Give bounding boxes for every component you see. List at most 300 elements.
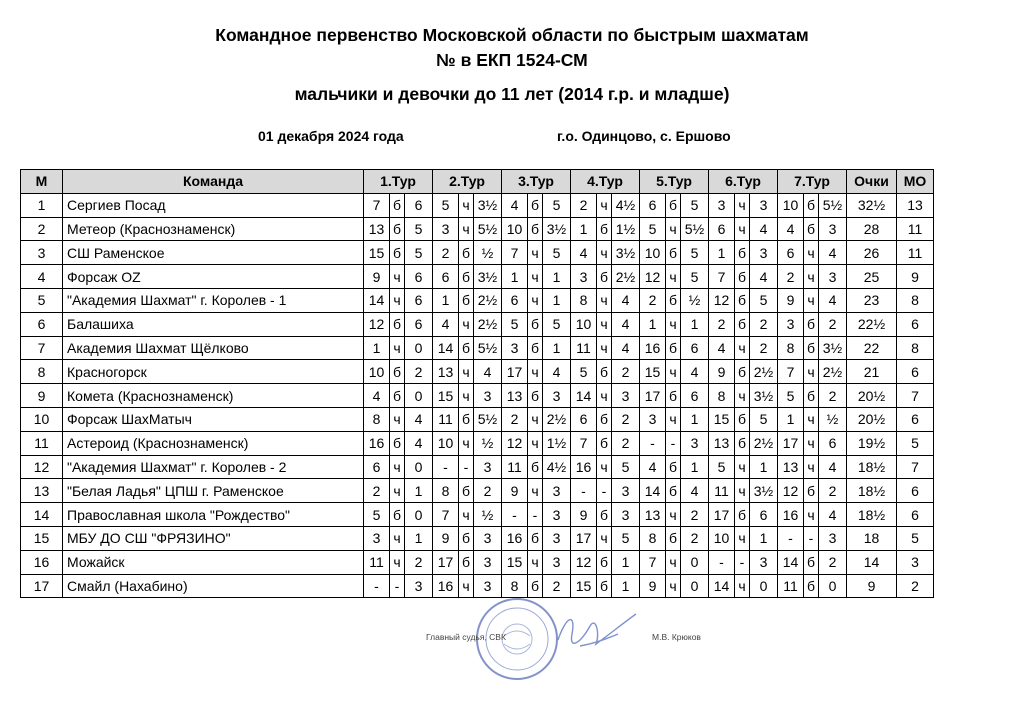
header-round-5: 5.Тур [640, 170, 709, 194]
color-cell: ч [528, 360, 543, 384]
opponent-cell: 5 [709, 455, 735, 479]
opponent-cell: 7 [433, 503, 459, 527]
opponent-cell: 5 [433, 193, 459, 217]
match-points-cell: 11 [897, 217, 934, 241]
color-cell: ч [804, 503, 819, 527]
table-row [21, 288, 934, 312]
color-cell: ч [597, 312, 612, 336]
points-cell: 14 [847, 550, 897, 574]
score-cell: 3 [543, 526, 571, 550]
table-row [21, 407, 934, 431]
color-cell: б [459, 336, 474, 360]
match-points-cell: 7 [897, 384, 934, 408]
score-cell: 1½ [543, 431, 571, 455]
opponent-cell: 13 [502, 384, 528, 408]
score-cell: 4 [819, 288, 847, 312]
header-round-1: 1.Тур [364, 170, 433, 194]
opponent-cell: 8 [364, 407, 390, 431]
table-row [21, 503, 934, 527]
color-cell: ч [459, 384, 474, 408]
score-cell: 4 [750, 265, 778, 289]
score-cell: 0 [681, 550, 709, 574]
table-row [21, 312, 934, 336]
opponent-cell: 5 [364, 503, 390, 527]
opponent-cell: 11 [778, 574, 804, 598]
opponent-cell: 3 [433, 217, 459, 241]
score-cell: 3½ [543, 217, 571, 241]
score-cell: 2½ [474, 288, 502, 312]
opponent-cell: 7 [709, 265, 735, 289]
color-cell: б [390, 384, 405, 408]
header-round-4: 4.Тур [571, 170, 640, 194]
points-cell: 18½ [847, 455, 897, 479]
opponent-cell: 6 [502, 288, 528, 312]
score-cell: 3 [543, 479, 571, 503]
match-points-cell: 6 [897, 503, 934, 527]
score-cell: ½ [474, 241, 502, 265]
opponent-cell: 3 [571, 265, 597, 289]
opponent-cell: 7 [502, 241, 528, 265]
color-cell: - [390, 574, 405, 598]
score-cell: 3 [612, 384, 640, 408]
score-cell: 5½ [474, 217, 502, 241]
score-cell: 6 [405, 312, 433, 336]
score-cell: 5 [681, 241, 709, 265]
points-cell: 22 [847, 336, 897, 360]
color-cell: б [804, 312, 819, 336]
header-round-2: 2.Тур [433, 170, 502, 194]
score-cell: 3½ [750, 384, 778, 408]
place-cell: 12 [21, 455, 63, 479]
color-cell: - [666, 431, 681, 455]
opponent-cell: 16 [640, 336, 666, 360]
opponent-cell: 8 [433, 479, 459, 503]
color-cell: б [528, 574, 543, 598]
points-cell: 22½ [847, 312, 897, 336]
table-row [21, 550, 934, 574]
table-row [21, 265, 934, 289]
color-cell: ч [528, 241, 543, 265]
match-points-cell: 8 [897, 288, 934, 312]
opponent-cell: 12 [640, 265, 666, 289]
score-cell: 3 [750, 241, 778, 265]
match-points-cell: 9 [897, 265, 934, 289]
opponent-cell: 13 [364, 217, 390, 241]
color-cell: ч [459, 193, 474, 217]
color-cell: б [804, 550, 819, 574]
place-cell: 14 [21, 503, 63, 527]
score-cell: 4 [543, 360, 571, 384]
color-cell: б [528, 312, 543, 336]
score-cell: 3 [681, 431, 709, 455]
score-cell: 1 [681, 407, 709, 431]
place-cell: 9 [21, 384, 63, 408]
score-cell: 3 [750, 193, 778, 217]
score-cell: 6 [405, 193, 433, 217]
match-points-cell: 6 [897, 479, 934, 503]
opponent-cell: 4 [433, 312, 459, 336]
color-cell: ч [666, 265, 681, 289]
opponent-cell: 8 [502, 574, 528, 598]
opponent-cell: 4 [709, 336, 735, 360]
table-row [21, 431, 934, 455]
match-points-cell: 5 [897, 431, 934, 455]
score-cell: 3½ [474, 193, 502, 217]
team-name-cell: Можайск [63, 550, 364, 574]
score-cell: 5½ [819, 193, 847, 217]
opponent-cell: - [709, 550, 735, 574]
score-cell: 6 [681, 384, 709, 408]
score-cell: 6 [819, 431, 847, 455]
points-cell: 20½ [847, 384, 897, 408]
score-cell: 3½ [819, 336, 847, 360]
score-cell: 2½ [819, 360, 847, 384]
opponent-cell: 11 [502, 455, 528, 479]
match-points-cell: 8 [897, 336, 934, 360]
score-cell: 2 [612, 407, 640, 431]
table-row [21, 479, 934, 503]
score-cell: 2½ [543, 407, 571, 431]
opponent-cell: 9 [364, 265, 390, 289]
opponent-cell: 7 [778, 360, 804, 384]
table-row [21, 455, 934, 479]
opponent-cell: 15 [502, 550, 528, 574]
opponent-cell: 10 [502, 217, 528, 241]
opponent-cell: 1 [364, 336, 390, 360]
color-cell: ч [390, 336, 405, 360]
opponent-cell: 3 [364, 526, 390, 550]
opponent-cell: 14 [571, 384, 597, 408]
opponent-cell: 2 [709, 312, 735, 336]
opponent-cell: 17 [778, 431, 804, 455]
points-cell: 20½ [847, 407, 897, 431]
chief-judge-name: М.В. Крюков [652, 632, 701, 642]
color-cell: б [528, 384, 543, 408]
opponent-cell: 4 [778, 217, 804, 241]
opponent-cell: 10 [433, 431, 459, 455]
team-name-cell: Астероид (Краснознаменск) [63, 431, 364, 455]
score-cell: 4 [819, 455, 847, 479]
color-cell: ч [804, 407, 819, 431]
team-name-cell: Академия Шахмат Щёлково [63, 336, 364, 360]
score-cell: ½ [681, 288, 709, 312]
place-cell: 5 [21, 288, 63, 312]
opponent-cell: 13 [709, 431, 735, 455]
opponent-cell: 12 [502, 431, 528, 455]
header-round-3: 3.Тур [502, 170, 571, 194]
opponent-cell: 17 [502, 360, 528, 384]
color-cell: б [459, 265, 474, 289]
score-cell: 3 [543, 384, 571, 408]
color-cell: ч [459, 431, 474, 455]
team-name-cell: Смайл (Нахабино) [63, 574, 364, 598]
ekp-number: № в ЕКП 1524-СМ [436, 50, 588, 70]
opponent-cell: 1 [709, 241, 735, 265]
color-cell: ч [804, 288, 819, 312]
match-points-cell: 6 [897, 407, 934, 431]
color-cell: б [804, 384, 819, 408]
score-cell: 6 [405, 265, 433, 289]
opponent-cell: 15 [640, 360, 666, 384]
opponent-cell: 6 [778, 241, 804, 265]
score-cell: 0 [405, 336, 433, 360]
color-cell: ч [666, 503, 681, 527]
opponent-cell: 1 [640, 312, 666, 336]
score-cell: 4 [612, 288, 640, 312]
color-cell: б [804, 479, 819, 503]
opponent-cell: 3 [709, 193, 735, 217]
opponent-cell: 10 [364, 360, 390, 384]
color-cell: ч [735, 526, 750, 550]
score-cell: 2 [543, 574, 571, 598]
event-date: 01 декабря 2024 года [258, 128, 404, 144]
color-cell: ч [804, 241, 819, 265]
color-cell: ч [597, 526, 612, 550]
color-cell: б [666, 455, 681, 479]
color-cell: ч [597, 384, 612, 408]
color-cell: б [597, 360, 612, 384]
score-cell: 0 [405, 503, 433, 527]
score-cell: 1 [543, 336, 571, 360]
opponent-cell: 11 [433, 407, 459, 431]
color-cell: б [459, 241, 474, 265]
score-cell: 3½ [750, 479, 778, 503]
place-cell: 15 [21, 526, 63, 550]
opponent-cell: - [433, 455, 459, 479]
color-cell: б [528, 217, 543, 241]
score-cell: 3 [543, 550, 571, 574]
color-cell: б [390, 193, 405, 217]
score-cell: 3 [543, 503, 571, 527]
color-cell: ч [390, 265, 405, 289]
table-row [21, 526, 934, 550]
color-cell: б [804, 193, 819, 217]
score-cell: 1 [405, 479, 433, 503]
score-cell: 5 [543, 193, 571, 217]
opponent-cell: 14 [640, 479, 666, 503]
match-points-cell: 5 [897, 526, 934, 550]
table-row [21, 336, 934, 360]
match-points-cell: 13 [897, 193, 934, 217]
score-cell: 3½ [612, 241, 640, 265]
opponent-cell: 16 [364, 431, 390, 455]
place-cell: 13 [21, 479, 63, 503]
opponent-cell: 13 [640, 503, 666, 527]
color-cell: ч [735, 384, 750, 408]
score-cell: 4 [819, 503, 847, 527]
points-cell: 18 [847, 526, 897, 550]
opponent-cell: 2 [364, 479, 390, 503]
color-cell: б [735, 312, 750, 336]
opponent-cell: 4 [364, 384, 390, 408]
color-cell: б [390, 360, 405, 384]
opponent-cell: 16 [778, 503, 804, 527]
score-cell: 5½ [681, 217, 709, 241]
opponent-cell: 7 [364, 193, 390, 217]
score-cell: 4½ [543, 455, 571, 479]
color-cell: ч [804, 265, 819, 289]
color-cell: б [597, 503, 612, 527]
score-cell: 1 [543, 288, 571, 312]
opponent-cell: 16 [433, 574, 459, 598]
score-cell: 1 [681, 312, 709, 336]
points-cell: 18½ [847, 503, 897, 527]
team-name-cell: Православная школа "Рождество" [63, 503, 364, 527]
opponent-cell: 3 [640, 407, 666, 431]
chief-judge-label: Главный судья, СВК [426, 632, 506, 642]
points-cell: 21 [847, 360, 897, 384]
color-cell: ч [666, 360, 681, 384]
score-cell: 6 [405, 288, 433, 312]
match-points-cell: 2 [897, 574, 934, 598]
score-cell: 3 [819, 217, 847, 241]
color-cell: б [735, 288, 750, 312]
score-cell: 2½ [612, 265, 640, 289]
opponent-cell: 14 [364, 288, 390, 312]
opponent-cell: 15 [709, 407, 735, 431]
color-cell: - [459, 455, 474, 479]
color-cell: б [666, 241, 681, 265]
opponent-cell: 14 [709, 574, 735, 598]
score-cell: 1 [681, 455, 709, 479]
place-cell: 6 [21, 312, 63, 336]
score-cell: 4 [474, 360, 502, 384]
score-cell: 1 [750, 526, 778, 550]
opponent-cell: 4 [502, 193, 528, 217]
score-cell: 1 [612, 574, 640, 598]
opponent-cell: 10 [640, 241, 666, 265]
color-cell: ч [459, 217, 474, 241]
points-cell: 9 [847, 574, 897, 598]
team-name-cell: СШ Раменское [63, 241, 364, 265]
color-cell: ч [666, 217, 681, 241]
opponent-cell: 9 [640, 574, 666, 598]
color-cell: б [528, 526, 543, 550]
color-cell: б [804, 574, 819, 598]
color-cell: ч [804, 455, 819, 479]
match-points-cell: 3 [897, 550, 934, 574]
color-cell: б [390, 503, 405, 527]
color-cell: - [735, 550, 750, 574]
score-cell: 2 [819, 479, 847, 503]
opponent-cell: 12 [364, 312, 390, 336]
opponent-cell: 14 [778, 550, 804, 574]
points-cell: 26 [847, 241, 897, 265]
opponent-cell: 17 [709, 503, 735, 527]
color-cell: ч [459, 574, 474, 598]
score-cell: 4 [750, 217, 778, 241]
score-cell: 2 [750, 312, 778, 336]
score-cell: 0 [681, 574, 709, 598]
score-cell: 3 [819, 265, 847, 289]
score-cell: 3 [474, 574, 502, 598]
color-cell: ч [735, 455, 750, 479]
score-cell: 3 [474, 526, 502, 550]
score-cell: 2 [681, 526, 709, 550]
color-cell: б [666, 288, 681, 312]
points-cell: 32½ [847, 193, 897, 217]
opponent-cell: 8 [709, 384, 735, 408]
table-row [21, 241, 934, 265]
color-cell: - [528, 503, 543, 527]
score-cell: 6 [681, 336, 709, 360]
opponent-cell: 9 [709, 360, 735, 384]
points-cell: 18½ [847, 479, 897, 503]
opponent-cell: 12 [571, 550, 597, 574]
score-cell: 5 [543, 241, 571, 265]
opponent-cell: - [571, 479, 597, 503]
score-cell: 3½ [474, 265, 502, 289]
score-cell: 1 [543, 265, 571, 289]
color-cell: ч [390, 479, 405, 503]
opponent-cell: 11 [571, 336, 597, 360]
opponent-cell: 2 [571, 193, 597, 217]
document-title: Командное первенство Московской области по быстрым шахматам [215, 25, 809, 45]
place-cell: 10 [21, 407, 63, 431]
color-cell: б [597, 265, 612, 289]
color-cell: б [666, 384, 681, 408]
color-cell: ч [597, 336, 612, 360]
score-cell: 3 [405, 574, 433, 598]
score-cell: 1 [612, 550, 640, 574]
opponent-cell: - [364, 574, 390, 598]
place-cell: 16 [21, 550, 63, 574]
color-cell: б [735, 241, 750, 265]
score-cell: 5½ [474, 407, 502, 431]
opponent-cell: 13 [433, 360, 459, 384]
header-team: Команда [63, 170, 364, 194]
header-round-6: 6.Тур [709, 170, 778, 194]
table-row [21, 360, 934, 384]
color-cell: ч [597, 455, 612, 479]
opponent-cell: 8 [571, 288, 597, 312]
score-cell: 4 [405, 407, 433, 431]
opponent-cell: 6 [433, 265, 459, 289]
color-cell: ч [735, 479, 750, 503]
color-cell: ч [597, 241, 612, 265]
opponent-cell: 12 [778, 479, 804, 503]
points-cell: 25 [847, 265, 897, 289]
opponent-cell: 2 [502, 407, 528, 431]
table-row [21, 574, 934, 598]
match-points-cell: 7 [897, 455, 934, 479]
score-cell: 5 [405, 241, 433, 265]
place-cell: 2 [21, 217, 63, 241]
color-cell: б [804, 217, 819, 241]
color-cell: б [459, 550, 474, 574]
score-cell: 3 [474, 384, 502, 408]
color-cell: ч [459, 503, 474, 527]
color-cell: ч [735, 217, 750, 241]
score-cell: 3 [474, 455, 502, 479]
color-cell: б [666, 336, 681, 360]
score-cell: 3 [750, 550, 778, 574]
color-cell: ч [804, 360, 819, 384]
score-cell: 2 [405, 360, 433, 384]
opponent-cell: 2 [778, 265, 804, 289]
opponent-cell: - [502, 503, 528, 527]
results-body [21, 193, 934, 598]
score-cell: 2 [405, 550, 433, 574]
opponent-cell: 15 [364, 241, 390, 265]
opponent-cell: 16 [502, 526, 528, 550]
team-name-cell: Форсаж OZ [63, 265, 364, 289]
opponent-cell: 15 [433, 384, 459, 408]
color-cell: б [597, 550, 612, 574]
header-place: М [21, 170, 63, 194]
place-cell: 8 [21, 360, 63, 384]
points-cell: 23 [847, 288, 897, 312]
